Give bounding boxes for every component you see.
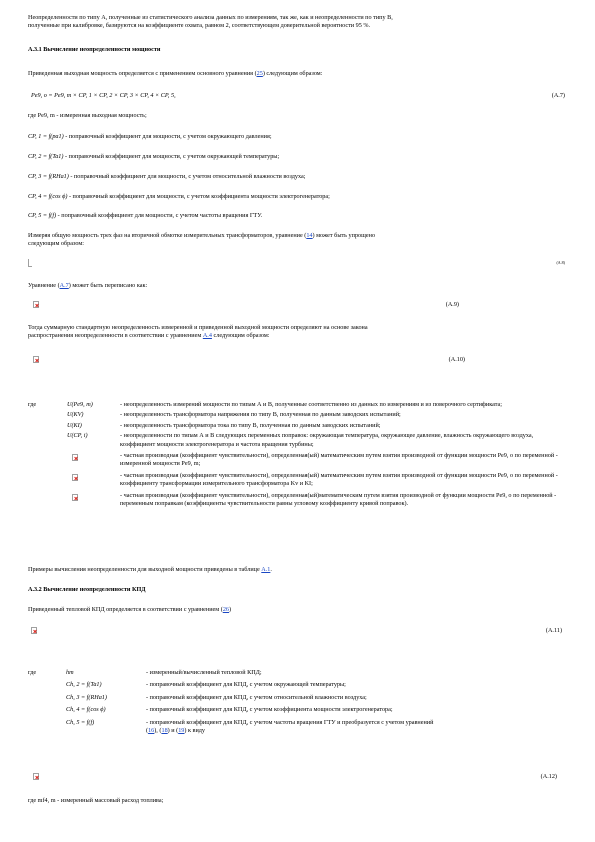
definition-text: - неопределенность трансформатора тока по типу В, полученная по данным заводских испытаний; bbox=[120, 421, 381, 429]
intro-line-1: Неопределенности по типу А, полученные из статистического анализа данных по измерениям, так же, как и неопределенности по типу В, bbox=[28, 14, 393, 21]
definition-text: - частная производная (коэффициент чувствительности), определенная(ый) математическим путем взятия производной от функции мощности Pe9, о по переменной - коэффициенту трансформации измерительного трансформатора Kv и KI; bbox=[120, 471, 558, 488]
broken-image-icon bbox=[33, 301, 39, 308]
table-link-a1[interactable]: A.1 bbox=[261, 566, 271, 573]
cp3-symbol: CP, 3 = f(RHa1) bbox=[28, 173, 69, 180]
cp1-symbol: CP, 1 = f(pa1) bbox=[28, 133, 64, 140]
broken-image-icon bbox=[33, 773, 39, 780]
where-label: где bbox=[28, 401, 37, 408]
definitions-power bbox=[28, 401, 565, 508]
definition-row bbox=[28, 719, 565, 736]
cp4-definition bbox=[28, 193, 565, 201]
definition-row bbox=[28, 432, 565, 449]
definition-text: - поправочный коэффициент для КПД, с учетом относительной влажности воздуха; bbox=[146, 693, 367, 701]
where-label: где bbox=[28, 669, 37, 676]
definition-text: - частная производная (коэффициент чувствительности), определенная(ый) математическим путем взятия производной от функции мощности Pe9, о по переменной - измеренной мощности Pe9, m; bbox=[120, 452, 558, 468]
definition-text: - поправочный коэффициент для КПД, с учетом окружающей температуры; bbox=[146, 681, 346, 689]
equation-a8 bbox=[28, 259, 565, 268]
equation-a7-text: Pe9, о = Pe9, m × CP, 1 × CP, 2 × CP, 3 × CP, 4 × CP, 5, bbox=[31, 92, 176, 99]
equation-link-14[interactable]: 14 bbox=[306, 232, 313, 239]
definition-row bbox=[28, 669, 565, 677]
broken-image-icon bbox=[33, 356, 39, 363]
definition-symbol: Ch, 4 = f(cos ϕ) bbox=[66, 706, 106, 714]
definition-symbol: U(KV) bbox=[67, 411, 84, 419]
cp2-text: - поправочный коэффициент для мощности, с учетом окружающей температуры; bbox=[63, 153, 280, 160]
definition-text: - неопределенности по типам А и В следующих переменных поправок: окружающая температура, окружающее давление, влажность окружающего воздуха, коэффициент мощности электрогенератора и частота вращения турбины; bbox=[120, 432, 534, 448]
equation-a10 bbox=[28, 356, 565, 364]
broken-image-icon bbox=[31, 627, 37, 634]
equation-a12-number: (A.12) bbox=[540, 773, 557, 780]
cp3-text: - поправочный коэффициент для мощности, с учетом относительной влажности воздуха; bbox=[68, 173, 306, 180]
definition-symbol: hm bbox=[66, 669, 74, 676]
cp4-text: - поправочный коэффициент для мощности, с учетом коэффициента мощности электрогенератора; bbox=[67, 193, 330, 200]
paragraph-examples: Примеры вычисления неопределенности для выходной мощности приведены в таблице A.1. bbox=[28, 566, 272, 573]
equation-a7 bbox=[28, 92, 565, 100]
definition-text: - измеренный/вычисленный тепловой КПД; bbox=[146, 669, 262, 676]
intro-line-2: полученные при калибровке, базируются на коэффициенте охвата, равном 2, соответствующем доверительной вероятности 95 %. bbox=[28, 22, 371, 30]
equation-link-a4[interactable]: A.4 bbox=[202, 332, 212, 340]
definition-row bbox=[28, 492, 565, 509]
definition-symbol: Ch, 5 = f(f) bbox=[66, 718, 95, 726]
section-heading-a31: A.3.1 Вычисление неопределенности мощности bbox=[28, 46, 161, 53]
broken-image-icon bbox=[72, 474, 78, 481]
equation-link-26[interactable]: 26 bbox=[222, 606, 230, 613]
definition-text: - неопределенность трансформатора напряжения по типу В, полученная по данным заводских испытаний; bbox=[120, 411, 401, 419]
definition-symbol: Ch, 2 = f(Ta1) bbox=[66, 681, 102, 689]
equation-a9 bbox=[28, 301, 565, 309]
paragraph-combined-uncertainty: Тогда суммарную стандартную неопределенность измеренной и приведенной выходной мощности определяют на основе закона распространения неопределенности в соответствии с уравнением A.4 следующим образом: bbox=[28, 324, 368, 340]
equation-a8-number: (A.8) bbox=[556, 260, 565, 265]
paragraph-efficiency: Приведенный тепловой КПД определяется в соответствии с уравнением (26) bbox=[28, 606, 232, 613]
equation-a11-number: (A.11) bbox=[545, 627, 562, 634]
definition-text: - неопределенность измерений мощности по типам А и В, полученные соответственно из данных по измерениям и из поверочного сертификата; bbox=[120, 401, 502, 408]
definition-symbol: U(CP, i) bbox=[67, 432, 88, 440]
equation-a10-number: (A.10) bbox=[448, 356, 465, 363]
cp1-definition bbox=[28, 133, 565, 141]
equation-link-18[interactable]: 18 bbox=[161, 727, 168, 735]
cp5-definition bbox=[28, 212, 565, 220]
definition-text: - поправочный коэффициент для КПД, с учетом коэффициента мощности электрогенератора; bbox=[146, 706, 393, 714]
equation-link-16[interactable]: 16 bbox=[148, 727, 155, 735]
cp1-text: - поправочный коэффициент для мощности, с учетом окружающего давления; bbox=[63, 133, 272, 140]
cp5-symbol: CP, 5 = f(f) bbox=[28, 212, 57, 219]
where-fuel-flow: где mf4, m - измеренный массовый расход топлива; bbox=[28, 797, 164, 804]
broken-image-icon bbox=[72, 454, 78, 461]
definition-row bbox=[28, 472, 565, 489]
definition-symbol: U(Pe9, m) bbox=[67, 401, 93, 408]
cp4-symbol: CP, 4 = f(cos ϕ) bbox=[28, 193, 68, 200]
equation-link-19[interactable]: 19 bbox=[178, 727, 185, 735]
equation-a9-number: (A.9) bbox=[445, 301, 459, 308]
broken-image-icon bbox=[72, 494, 78, 501]
definition-text: - поправочный коэффициент для КПД, с учетом частоты вращения ГТУ и преобразуется с учетом уравнений (16), (18) и (19) к виду bbox=[146, 718, 434, 735]
paragraph-three-phase: Измеряя общую мощность трех фаз на вторичной обмотке измерительных трансформаторов, уравнение (14) может быть упрощено следующим образом: bbox=[28, 232, 376, 248]
section-heading-a32: A.3.2 Вычисление неопределенности КПД bbox=[28, 586, 146, 593]
definition-row bbox=[28, 681, 565, 689]
equation-a7-number: (A.7) bbox=[551, 92, 565, 99]
definition-row bbox=[28, 694, 565, 702]
equation-link-25[interactable]: 25 bbox=[256, 70, 263, 77]
equation-a11 bbox=[28, 627, 565, 635]
equation-link-a7[interactable]: A.7 bbox=[59, 282, 69, 289]
definition-text: - частная производная (коэффициент чувствительности), определенная(ый)математическим путем взятия производной от функции мощности Pe9, о по переменной - переменным поправкам (коэффициенты чувствительности равны угловому коэффициенту кривой поправок). bbox=[120, 491, 557, 508]
definitions-efficiency bbox=[28, 669, 565, 735]
definition-symbol: Ch, 3 = f(RHa1) bbox=[66, 693, 107, 701]
paragraph-power-definition: Приведенная выходная мощность определяется с применением основного уравнения (25) следующим образом: bbox=[28, 70, 323, 77]
broken-image-icon bbox=[28, 259, 32, 267]
definition-row bbox=[28, 422, 565, 430]
cp3-definition bbox=[28, 173, 565, 181]
cp2-definition bbox=[28, 153, 565, 161]
definition-row bbox=[28, 706, 565, 714]
definition-row bbox=[28, 411, 565, 419]
definition-symbol: U(KI) bbox=[67, 421, 82, 429]
cp5-text: - поправочный коэффициент для мощности, с учетом частоты вращения ГТУ. bbox=[56, 212, 263, 219]
definition-row bbox=[28, 452, 565, 469]
paragraph-rewrite: Уравнение (A.7) может быть переписано как: bbox=[28, 282, 148, 289]
cp2-symbol: CP, 2 = f(Ta1) bbox=[28, 153, 64, 160]
equation-a12 bbox=[28, 773, 565, 781]
where-pe9: где Pe9, m - измеренная выходная мощность; bbox=[28, 112, 147, 119]
intro-paragraph bbox=[28, 14, 565, 31]
definition-row bbox=[28, 401, 565, 409]
